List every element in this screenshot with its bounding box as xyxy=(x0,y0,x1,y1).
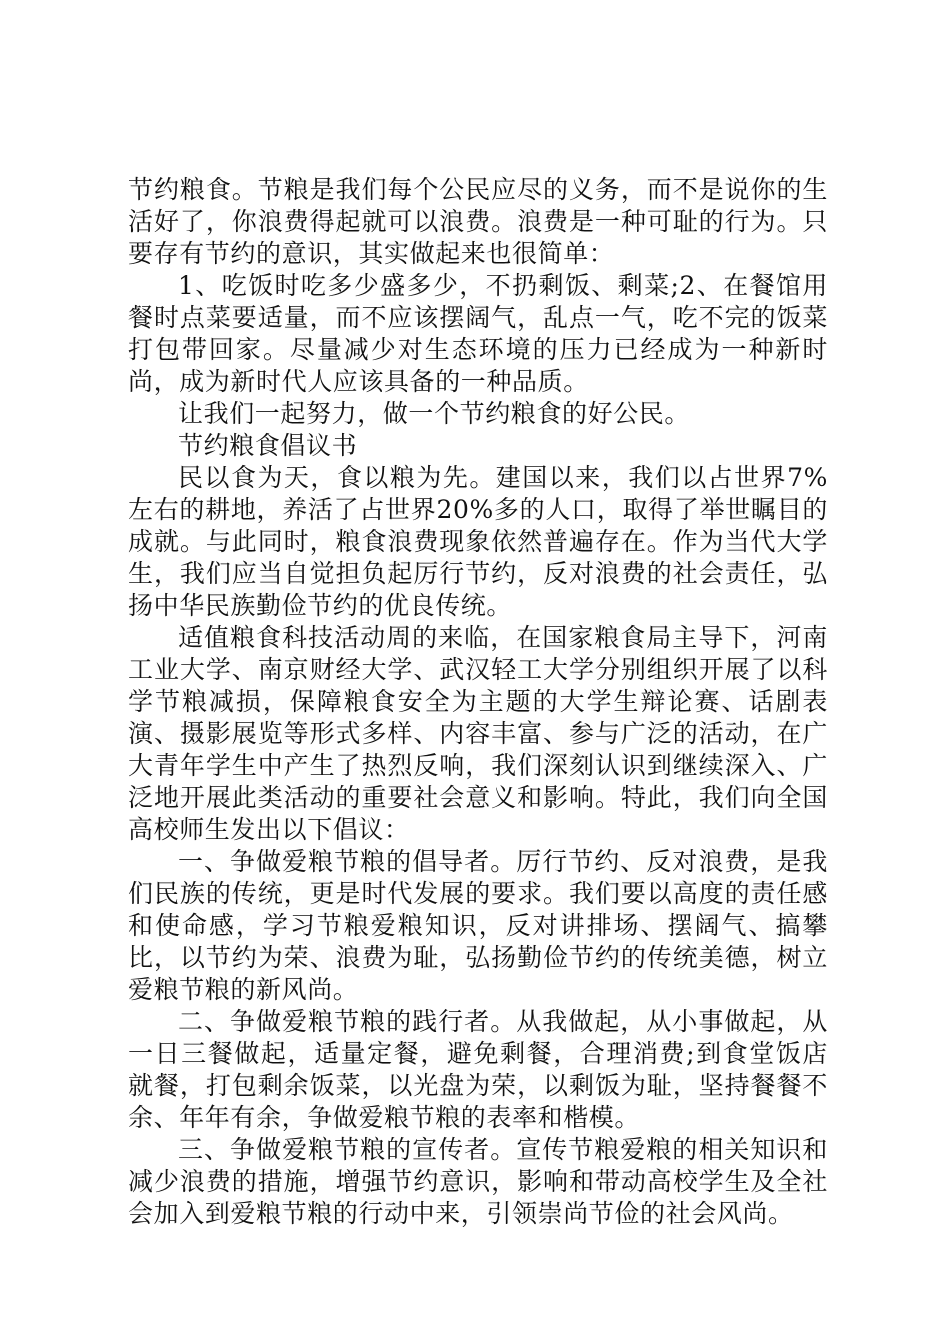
paragraph-occasion: 适值粮食科技活动周的来临，在国家粮食局主导下，河南工业大学、南京财经大学、武汉轻工大学分别组织开展了以科学节粮减损，保障粮食安全为主题的大学生辩论赛、话剧表演、摄影展览等形式多样、内容丰富、参与广泛的活动，在广大青年学生中产生了热烈反响，我们深刻认识到继续深入、广泛地开展此类活动的重要社会意义和影响。特此，我们向全国高校师生发出以下倡议： xyxy=(128,623,828,844)
proposal-item-2: 二、争做爱粮节粮的践行者。从我做起，从小事做起，从一日三餐做起，适量定餐，避免剩餐，合理消费;到食堂饭店就餐，打包剩余饭菜，以光盘为荣，以剩饭为耻，坚持餐餐不余、年年有余，争做爱粮节粮的表率和楷模。 xyxy=(128,1007,828,1132)
proposal-item-3: 三、争做爱粮节粮的宣传者。宣传节粮爱粮的相关知识和减少浪费的措施，增强节约意识，影响和带动高校学生及全社会加入到爱粮节粮的行动中来，引领崇尚节俭的社会风尚。 xyxy=(128,1135,828,1228)
paragraph-tips: 1、吃饭时吃多少盛多少，不扔剩饭、剩菜;2、在餐馆用餐时点菜要适量，而不应该摆阔气，乱点一气，吃不完的饭菜打包带回家。尽量减少对生态环境的压力已经成为一种新时尚，成为新时代人应该具备的一种品质。 xyxy=(128,271,828,396)
proposal-item-1: 一、争做爱粮节粮的倡导者。厉行节约、反对浪费，是我们民族的传统，更是时代发展的要求。我们要以高度的责任感和使命感，学习节粮爱粮知识，反对讲排场、摆阔气、搞攀比，以节约为荣、浪费为耻，弘扬勤俭节约的传统美德，树立爱粮节粮的新风尚。 xyxy=(128,847,828,1004)
paragraph-background: 民以食为天，食以粮为先。建国以来，我们以占世界7%左右的耕地，养活了占世界20%多的人口，取得了举世瞩目的成就。与此同时，粮食浪费现象依然普遍存在。作为当代大学生，我们应当自觉担负起厉行节约，反对浪费的社会责任，弘扬中华民族勤俭节约的优良传统。 xyxy=(128,463,828,620)
paragraph-intro: 节约粮食。节粮是我们每个公民应尽的义务，而不是说你的生活好了，你浪费得起就可以浪费。浪费是一种可耻的行为。只要存有节约的意识，其实做起来也很简单： xyxy=(128,175,828,268)
document-body xyxy=(128,174,828,1230)
paragraph-call: 让我们一起努力，做一个节约粮食的好公民。 xyxy=(178,399,691,428)
section-heading: 节约粮食倡议书 xyxy=(178,431,358,460)
